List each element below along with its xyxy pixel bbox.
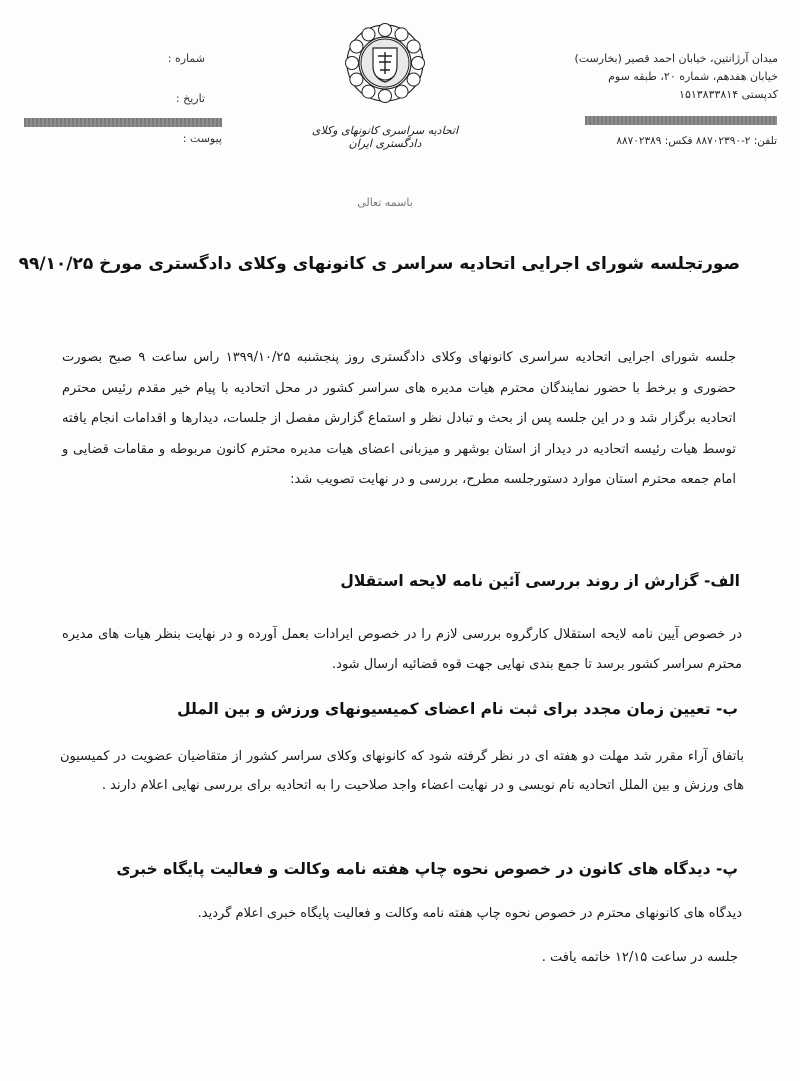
address-line: میدان آرژانتین، خیابان احمد قصیر (بخارست) (574, 52, 778, 65)
header-rule-left (24, 118, 222, 127)
number-label: شماره : (167, 52, 205, 65)
section-heading-b: ب- تعیین زمان مجدد برای ثبت نام اعضای کمیسیونهای ورزش و بین الملل (177, 700, 738, 718)
address-block (574, 50, 778, 104)
invocation: باسمه تعالی (357, 196, 413, 209)
logo-caption: اتحادیه سراسری کانونهای وکلای دادگستری ایران (311, 124, 459, 150)
section-heading-a: الف- گزارش از روند بررسی آئین نامه لایحه استقلال (340, 572, 740, 590)
closing-line: جلسه در ساعت ۱۲/۱۵ خاتمه یافت . (541, 950, 738, 965)
attachment-label: پیوست : (182, 132, 222, 145)
phone-fax: تلفن: ۲-۸۸۷۰۲۳۹۰ فکس: ۸۸۷۰۲۳۸۹ (616, 135, 777, 147)
intro-paragraph: جلسه شورای اجرایی اتحادیه سراسری کانونهای وکلای دادگستری روز پنجشنبه ۱۳۹۹/۱۰/۲۵ راس ساعت ۹ صبح بصورت حضوری و برخط با حضور نمایندگان محترم هیات مدیره های سراسر کشور در محل اتحادیه با پیام خیر مقدم رئیس محترم اتحادیه برگزار شد و در این جلسه پس از بحث و تبادل نظر و استماع گزارش مفصل از جلسات، دیدارها و اقدامات انجام یافته توسط هیات رئیسه اتحادیه در دیدار از استان بوشهر و میزبانی اعضای هیات مدیره محترم کانون مربوطه و مقامات قضایی و امام جمعه محترم استان موارد دستورجلسه مطرح، بررسی و در نهایت تصویب شد: (62, 350, 736, 487)
section-body-c: دیدگاه های کانونهای محترم در خصوص نحوه چاپ هفته نامه وکالت و فعالیت پایگاه خبری اعلام گردید. (197, 906, 742, 921)
page-title: صورتجلسه شورای اجرایی اتحادیه سراسر ی کانونهای وکلای دادگستری مورخ ۹۹/۱۰/۲۵ (18, 254, 740, 274)
date-label: تاریخ : (175, 92, 205, 105)
address-line: خیابان هفدهم، شماره ۲۰، طبقه سوم (608, 70, 778, 83)
postal-code: کدپستی ۱۵۱۳۸۳۳۸۱۴ (679, 88, 778, 101)
section-body-a: در خصوص آیین نامه لایحه استقلال کارگروه بررسی لازم را در خصوص ایرادات بعمل آورده و در نهایت بنظر هیات های مدیره محترم سراسر کشور برسد تا جمع بندی نهایی جهت قوه قضائیه ارسال شود. (62, 627, 742, 672)
union-emblem-logo (340, 18, 430, 108)
section-heading-c: پ- دیدگاه های کانون در خصوص نحوه چاپ هفته نامه وکالت و فعالیت پایگاه خبری (116, 860, 738, 878)
header-rule-right (585, 116, 777, 125)
section-body-b: باتفاق آراء مقرر شد مهلت دو هفته ای در نظر گرفته شود که کانونهای وکلای سراسر کشور از متقاضیان عضویت در کمیسیون های ورزش و بین الملل اتحادیه نام نویسی و در نهایت اعضاء واجد صلاحیت را به اتحادیه برای بررسی نهایی اعلام دارند . (60, 749, 744, 793)
